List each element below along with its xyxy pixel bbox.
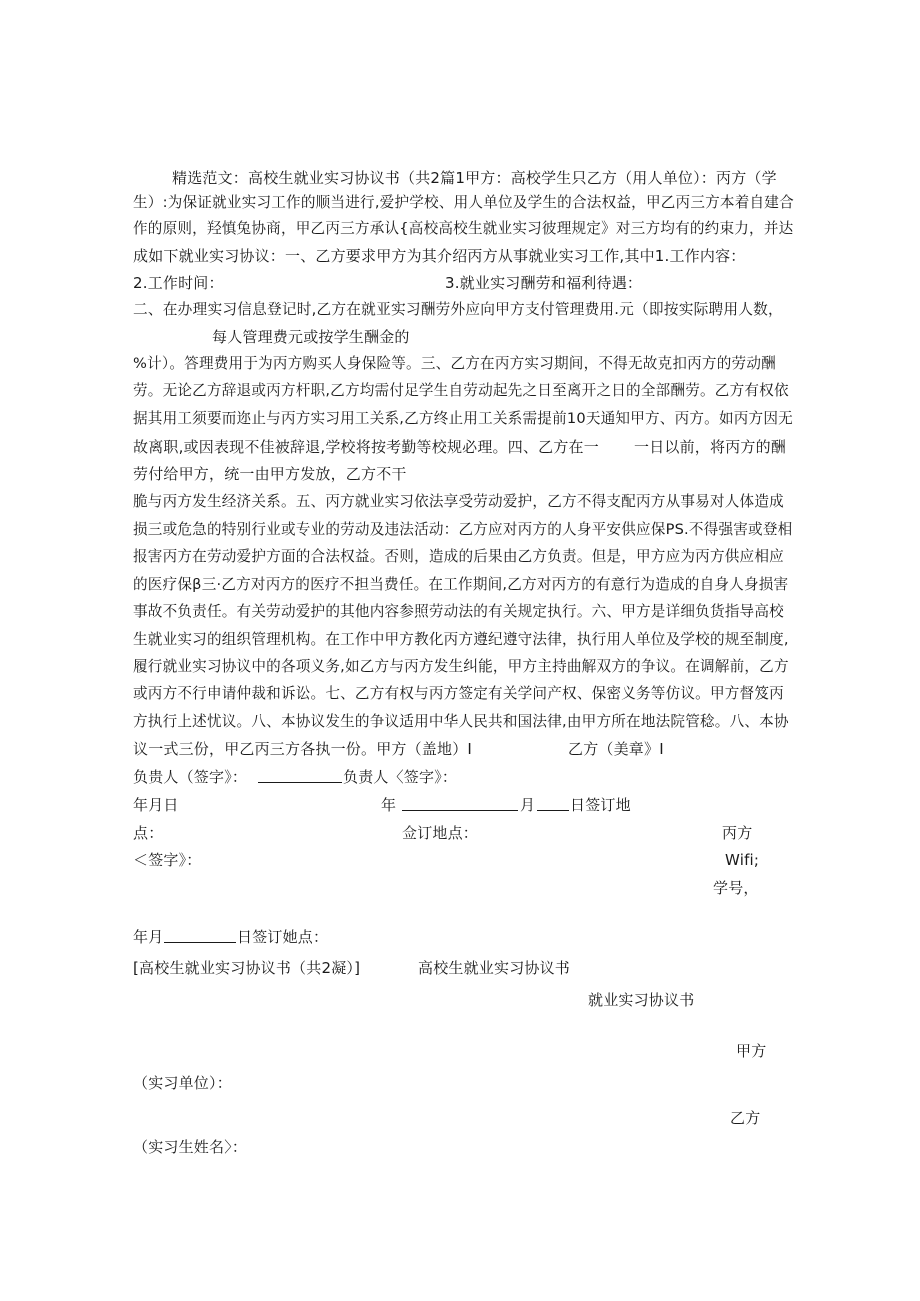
party-c-label: 丙方 bbox=[722, 824, 753, 842]
body-line-16: 的医疗保β三·乙方对丙方的医疗不担当费任。在工作期间,乙方对丙方的有意行为造成的自身人身损害 bbox=[133, 576, 789, 593]
body-line-19: 履行就业实习协议中的各项义务,如乙方与丙方发生纠能，甲方主持曲解双方的争议。在调解前，乙方 bbox=[133, 658, 789, 675]
sign-c-label: ＜签字》： bbox=[133, 851, 202, 869]
date-month-label: 月 bbox=[520, 796, 536, 814]
second-doc-subtitle: 就业实习协议书 bbox=[588, 991, 695, 1009]
month-blank bbox=[537, 796, 569, 811]
body-line-4: 成如下就业实习协议：一、乙方要求甲方为其介绍丙方从事就业实习工作,其中1.工作内容： bbox=[133, 247, 746, 265]
body-line-5: 2.工作时间： bbox=[133, 274, 224, 292]
party-b-label: 乙方 bbox=[730, 1109, 761, 1127]
resp-person-label-a: 负贵人（签字》： bbox=[133, 768, 248, 786]
body-line-17: 事故不负责任。有关劳动爱护的其他内容参照劳动法的有关规定执行。六、甲方是详细负货指导高校 bbox=[133, 603, 784, 620]
body-line-20: 或丙方不行申请仲裁和诉讼。七、乙方有权与丙方签定有关学问产权、保密义务等仿议。甲方督笈丙 bbox=[133, 685, 784, 702]
date-year-label: 年 bbox=[381, 796, 397, 814]
place-label-b: 佥订地点： bbox=[402, 824, 479, 842]
body-line-3: 作的原则，羟慎兔协商，甲乙丙三方承认{高校高校生就业实习彼理规定》对三方均有的约束力，并达 bbox=[133, 220, 794, 237]
body-line-5b: 3.就业实习酬劳和福利待遇： bbox=[445, 274, 643, 292]
date-label-c: 年月 bbox=[133, 928, 164, 946]
date-day-place-label: 日签订地 bbox=[570, 796, 631, 814]
body-line-9: 劳。无论乙方辞退或丙方杆职,乙方均需付足学生自劳动起先之日至离开之日的全部酬劳。乙方有权依 bbox=[133, 382, 789, 399]
resp-blank bbox=[258, 768, 342, 783]
body-line-14: 损三或危急的特别行业或专业的劳动及违法活动：乙方应对丙方的人身平安供应保PS.不得强害或登相 bbox=[133, 521, 793, 538]
body-line-7: 每人管理费元或按学生酬金的 bbox=[212, 328, 410, 346]
body-line-22: 议一式三份，甲乙丙三方各执一份。甲方（盖地）I bbox=[133, 740, 473, 758]
body-line-1: 精选范文：高校生就业实习协议书（共2篇1甲方：高校学生只乙方（用人单位）：丙方（学 bbox=[172, 169, 777, 187]
party-a-label: 甲方 bbox=[736, 1042, 767, 1060]
place-label-a: 点： bbox=[133, 824, 164, 842]
resp-person-label-b: 负责人〈签字》： bbox=[343, 768, 458, 786]
body-line-2: 生）:为保证就业实习工作的顺当进行,爱护学校、用人单位及学生的合法权益，甲乙丙三方本着自建合 bbox=[133, 194, 794, 211]
body-line-11b: 一日以前，将丙方的酬 bbox=[634, 438, 787, 456]
body-line-21: 方执行上述忧议。八、本协议发生的争议适用中华人民共和国法律,由甲方所在地法院管稔。八、本协 bbox=[133, 713, 789, 730]
body-line-22b: 乙方（美章》I bbox=[568, 740, 664, 758]
body-line-6: 二、在办理实习信息登记时,乙方在就亚实习酬劳外应向甲方支付管理费用.元（即按实际聘用人数， bbox=[133, 301, 783, 318]
body-line-13: 脆与丙方发生经济关系。五、丙方就业实习依法享受劳动爱护，乙方不得支配丙方从事易对人体造成 bbox=[133, 493, 784, 510]
body-line-18: 生就业实习的组织管理机构。在工作中甲方教化丙方遵纪遵守法律，执行用人单位及学校的规至制度, bbox=[133, 631, 789, 648]
year-blank bbox=[402, 796, 518, 811]
body-line-15: 报害丙方在劳动爱护方面的合法权益。否则，造成的后果由乙方负责。但是，甲方应为丙方供应相应 bbox=[133, 548, 784, 565]
intern-unit-label: （实习单位）： bbox=[133, 1074, 232, 1092]
date-day-place-c: 日签订她点： bbox=[237, 928, 329, 946]
second-doc-ref-title: [高校生就业实习协议书（共2凝）] bbox=[133, 959, 361, 977]
body-line-11: 故离职,或因表现不佳被辞退,学校将按考勤等校规必理。四、乙方在一 bbox=[133, 438, 599, 456]
body-line-10: 据其用工须要而迩止与丙方实习用工关系,乙方终止用工关系需提前10天通知甲方、丙方。如丙方因无 bbox=[133, 410, 793, 427]
wifi-label: Wifi; bbox=[725, 851, 760, 869]
body-line-12: 劳付给甲方，统一由甲方发放，乙方不干 bbox=[133, 465, 407, 483]
date-label-a: 年月日 bbox=[133, 796, 179, 814]
student-no-label: 学号， bbox=[713, 879, 759, 897]
body-line-8: %计）。答理费用于为丙方购买人身保险等。三、乙方在丙方实习期间，不得无故克扣丙方的劳动酬 bbox=[133, 355, 776, 372]
intern-name-label: （实习生姓名〉： bbox=[133, 1138, 248, 1156]
day-blank bbox=[164, 928, 236, 943]
second-doc-title: 高校生就业实习协议书 bbox=[418, 959, 571, 977]
